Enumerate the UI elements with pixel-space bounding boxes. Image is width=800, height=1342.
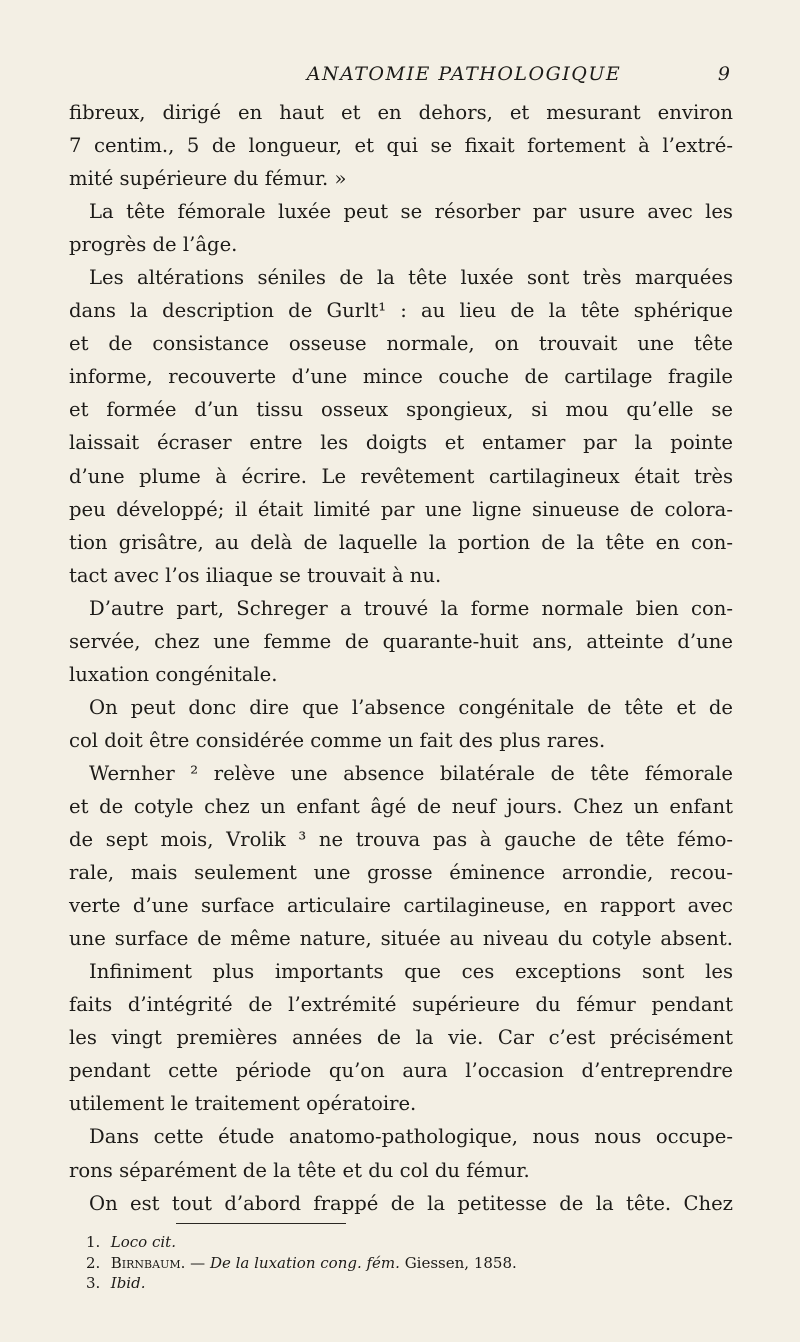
text-line: verte d’une surface articulaire cartilagineuse, en rapport avec <box>69 894 733 918</box>
running-head <box>196 63 732 91</box>
text-line: progrès de l’âge. <box>69 233 238 257</box>
text-line: et formée d’un tissu osseux spongieux, si mou qu’elle se <box>69 398 733 422</box>
text-line: 7 centim., 5 de longueur, et qui se fixait fortement à l’extré- <box>69 134 733 158</box>
text-line: de sept mois, Vrolik ³ ne trouva pas à gauche de tête fémo- <box>69 828 733 852</box>
text-line: rale, mais seulement une grosse éminence arrondie, recou- <box>69 861 733 885</box>
text-line: rons séparément de la tête et du col du fémur. <box>69 1158 530 1182</box>
footnotes <box>86 1232 726 1294</box>
text-line: dans la description de Gurlt¹ : au lieu de la tête sphérique <box>69 299 733 323</box>
footnote-place: Giessen, 1858. <box>399 1253 517 1272</box>
text-line: peu développé; il était limité par une ligne sinueuse de colora- <box>69 497 733 521</box>
text-line: mité supérieure du fémur. » <box>69 167 347 191</box>
text-line: et de cotyle chez un enfant âgé de neuf jours. Chez un enfant <box>69 794 733 818</box>
text-line: tion grisâtre, au delà de laquelle la portion de la tête en con- <box>69 530 733 554</box>
footnote-divider <box>176 1223 346 1224</box>
footnote-number: 2. <box>86 1253 101 1272</box>
page-number: 9 <box>717 63 730 85</box>
text-line: une surface de même nature, située au niveau du cotyle absent. <box>69 927 733 951</box>
text-line: La tête fémorale luxée peut se résorber par usure avec les <box>89 200 733 224</box>
text-line: Wernher ² relève une absence bilatérale de tête fémorale <box>89 761 733 785</box>
text-line: d’une plume à écrire. Le revêtement cartilagineux était très <box>69 464 733 488</box>
footnote-author: Birnbaum. <box>110 1253 186 1272</box>
text-line: Les altérations séniles de la tête luxée sont très marquées <box>89 266 733 290</box>
footnote-text: Ibid. <box>110 1274 146 1292</box>
text-line: pendant cette période qu’on aura l’occasion d’entreprendre <box>69 1059 733 1083</box>
body-text <box>69 96 733 1220</box>
footnote <box>86 1253 726 1274</box>
footnote <box>86 1232 726 1253</box>
footnote-title: De la luxation cong. fém. <box>209 1253 400 1272</box>
text-line: luxation congénitale. <box>69 662 278 686</box>
text-line: laissait écraser entre les doigts et entamer par la pointe <box>69 431 733 455</box>
text-line: et de consistance osseuse normale, on trouvait une tête <box>69 332 733 356</box>
text-line: informe, recouverte d’une mince couche de cartilage fragile <box>69 365 733 389</box>
text-line: fibreux, dirigé en haut et en dehors, et mesurant environ <box>69 101 733 124</box>
text-line: On peut donc dire que l’absence congénitale de tête et de <box>89 695 733 719</box>
footnote-number: 1. <box>86 1233 101 1251</box>
footnote-dash: — <box>185 1253 210 1272</box>
running-title: ANATOMIE PATHOLOGIQUE <box>306 63 622 85</box>
text-line: les vingt premières années de la vie. Car c’est précisément <box>69 1026 733 1050</box>
text-line: Infiniment plus importants que ces exceptions sont les <box>89 960 733 984</box>
text-line: col doit être considérée comme un fait des plus rares. <box>69 728 606 752</box>
footnote-number: 3. <box>86 1274 101 1292</box>
footnote <box>86 1273 726 1294</box>
text-line: D’autre part, Schreger a trouvé la forme normale bien con- <box>89 596 733 620</box>
text-line: Dans cette étude anatomo-pathologique, nous nous occupe- <box>89 1125 733 1149</box>
text-line: faits d’intégrité de l’extrémité supérieure du fémur pendant <box>69 993 733 1017</box>
text-line: utilement le traitement opératoire. <box>69 1092 417 1116</box>
text-line: On est tout d’abord frappé de la petitesse de la tête. Chez <box>89 1191 733 1215</box>
text-line: servée, chez une femme de quarante-huit ans, atteinte d’une <box>69 629 733 653</box>
footnote-text: Loco cit. <box>110 1233 176 1251</box>
text-line: tact avec l’os iliaque se trouvait à nu. <box>69 563 442 587</box>
